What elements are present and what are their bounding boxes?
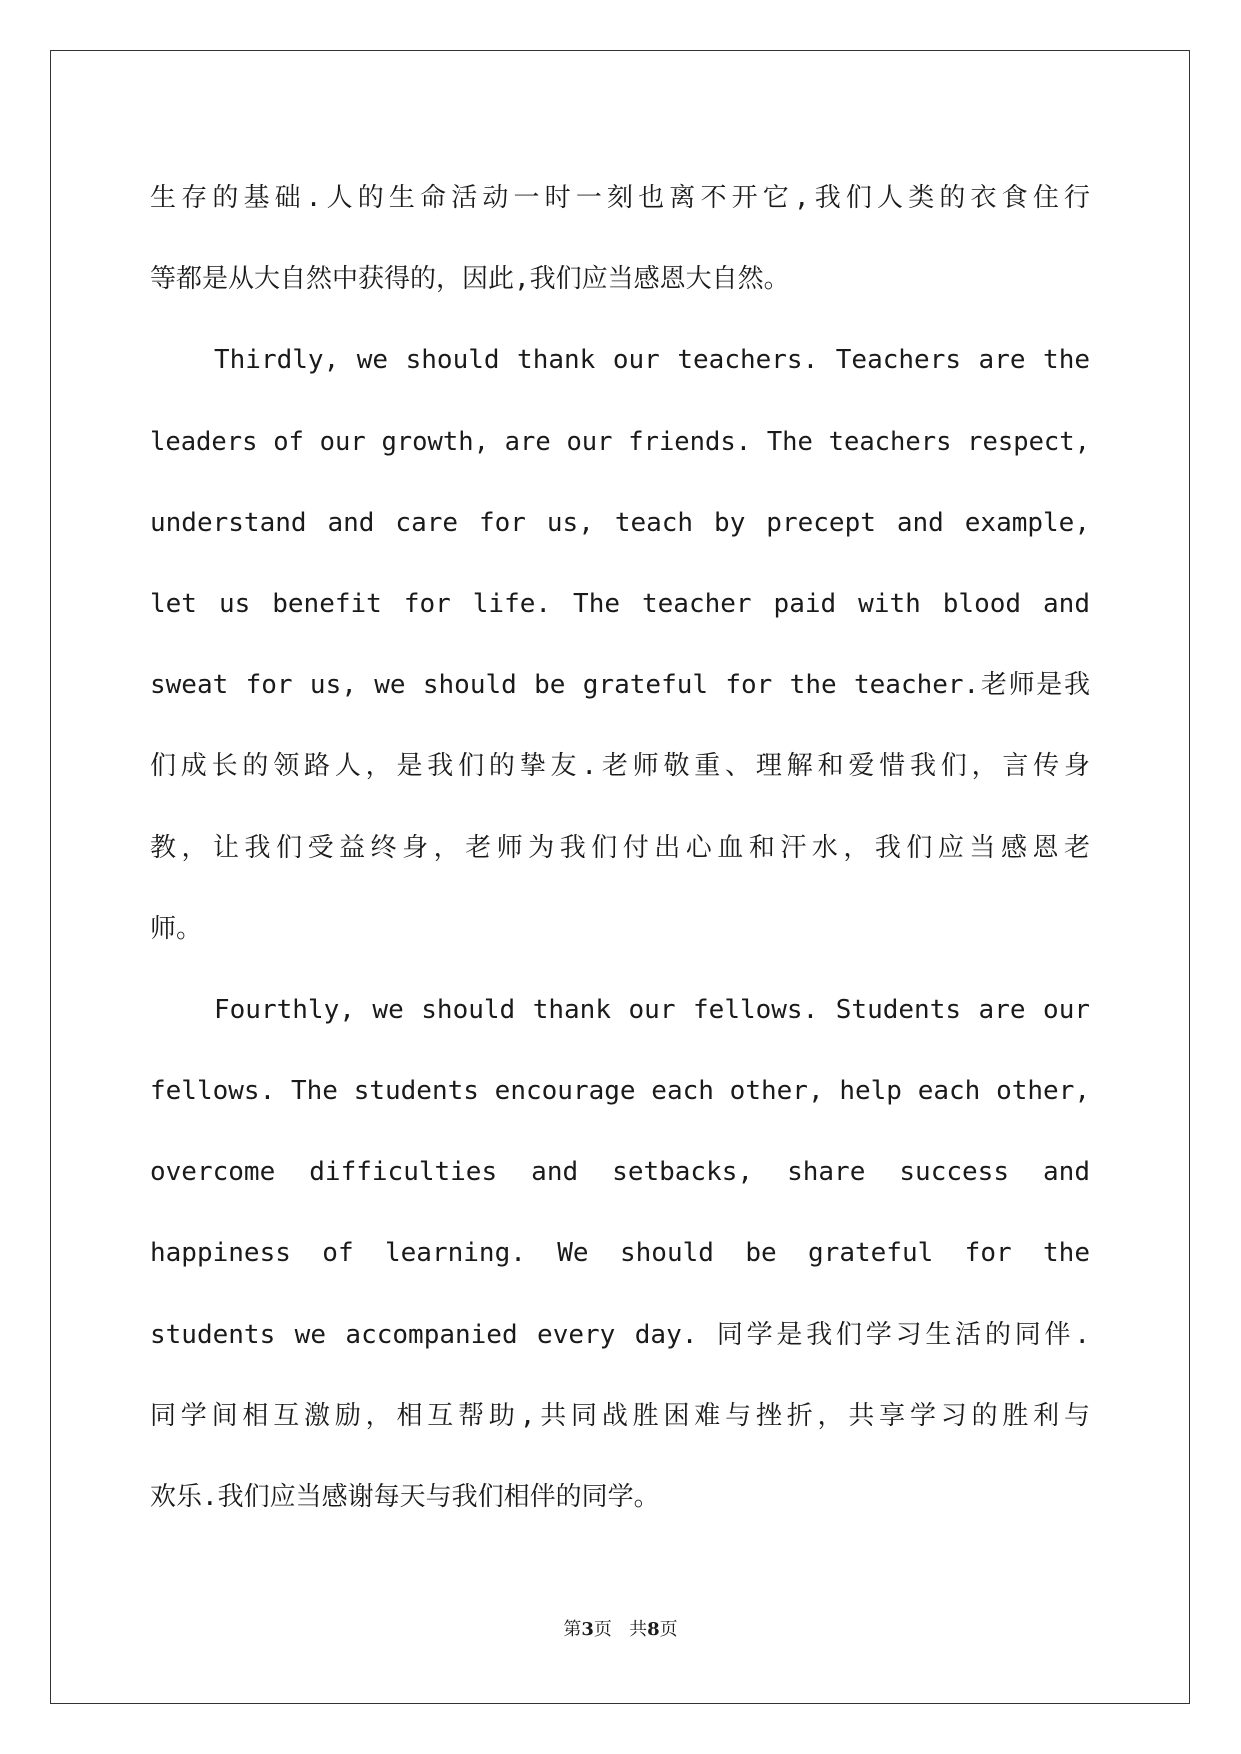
text-line-1: 生存的基础.人的生命活动一时一刻也离不开它,我们人类的衣食住行 xyxy=(150,183,1090,213)
text-line-16: 同学间相互激励，相互帮助,共同战胜困难与挫折，共享学习的胜利与 xyxy=(150,1400,1090,1431)
footer-total-prefix: 共 xyxy=(629,1619,648,1640)
text-line-8: 们成长的领路人，是我们的挚友.老师敬重、理解和爱惜我们，言传身 xyxy=(150,751,1090,782)
text-line-7: sweat for us, we should be grateful for the teacher.老师是我 xyxy=(150,670,1090,701)
text-line-9: 教，让我们受益终身，老师为我们付出心血和汗水，我们应当感恩老 xyxy=(150,832,1090,863)
text-line-5: understand and care for us, teach by precept and example, xyxy=(150,507,1090,538)
footer-prefix: 第 xyxy=(563,1619,582,1640)
text-line-14: happiness of learning. We should be grateful for the xyxy=(150,1238,1090,1269)
total-pages-number: 8 xyxy=(647,1619,660,1640)
text-line-4: leaders of our growth, are our friends. The teachers respect, xyxy=(150,426,1090,457)
text-line-13: overcome difficulties and setbacks, share success and xyxy=(150,1157,1090,1188)
text-line-6: let us benefit for life. The teacher paid with blood and xyxy=(150,588,1090,619)
text-line-15: students we accompanied every day. 同学是我们学习生活的同伴. xyxy=(150,1319,1090,1350)
page-footer xyxy=(0,1615,1241,1641)
text-line-11: Fourthly, we should thank our fellows. Students are our xyxy=(214,994,1090,1025)
text-line-17: 欢乐.我们应当感谢每天与我们相伴的同学。 xyxy=(150,1482,660,1512)
current-page-number: 3 xyxy=(581,1619,594,1640)
text-line-12: fellows. The students encourage each other, help each other, xyxy=(150,1076,1090,1107)
text-line-3: Thirdly, we should thank our teachers. Teachers are the xyxy=(214,345,1090,376)
footer-page-label: 页 xyxy=(593,1619,612,1640)
footer-total-label: 页 xyxy=(659,1619,678,1640)
text-line-2: 等都是从大自然中获得的，因此,我们应当感恩大自然。 xyxy=(150,264,790,295)
document-body xyxy=(150,158,1090,1538)
text-line-10: 师。 xyxy=(150,913,203,944)
